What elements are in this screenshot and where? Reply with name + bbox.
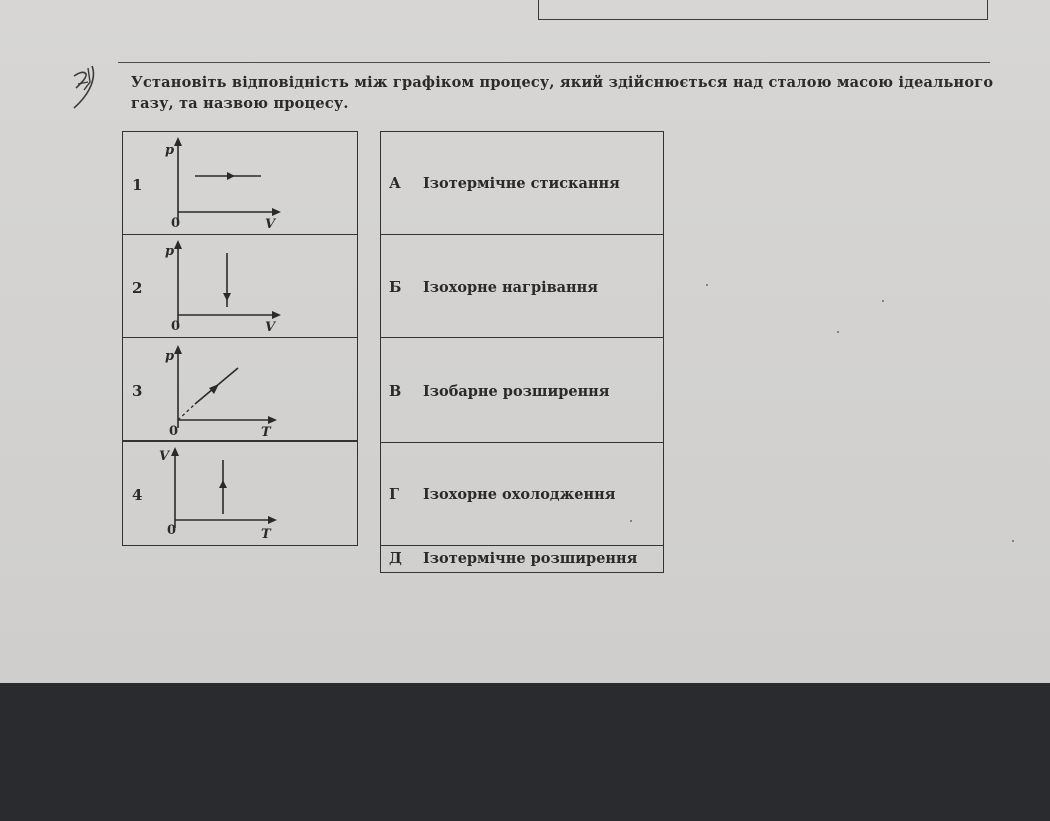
divider-line — [118, 62, 990, 63]
question-text: Установіть відповідність між графіком процесу, який здійснюється над сталою масою ідеального газу, та назвою процесу. — [131, 74, 994, 112]
vt-graph-isobaric-up — [153, 442, 353, 545]
paper-speck — [1012, 540, 1014, 542]
pv-graph-isobaric — [153, 132, 353, 234]
x-axis-label: V — [265, 217, 276, 232]
answer-g — [380, 442, 664, 546]
answer-text: Ізохорне нагрівання — [423, 279, 598, 296]
answer-text: Ізохорне охолодження — [423, 486, 616, 503]
answer-letter: Д — [389, 550, 402, 567]
paper-speck — [706, 284, 708, 286]
answer-d — [380, 545, 664, 573]
answer-text: Ізобарне розширення — [423, 383, 610, 400]
paper-speck — [837, 331, 839, 333]
x-axis-label: T — [261, 527, 271, 542]
graph-number: 2 — [132, 279, 143, 297]
x-axis-label: V — [265, 320, 276, 335]
answer-letter: Г — [389, 486, 400, 503]
x-axis-label: T — [261, 425, 271, 440]
origin-label: 0 — [167, 523, 177, 538]
y-axis-label: V — [159, 449, 170, 464]
graph-number: 3 — [132, 382, 143, 400]
answer-v — [380, 337, 664, 443]
answer-text: Ізотермічне розширення — [423, 550, 638, 567]
origin-label: 0 — [171, 319, 181, 334]
paper-speck — [882, 300, 884, 302]
previous-task-box — [538, 0, 988, 20]
graph-cell-3 — [122, 337, 358, 441]
answer-text: Ізотермічне стискання — [423, 175, 620, 192]
handwritten-task-number — [66, 62, 100, 112]
origin-label: 0 — [171, 216, 181, 231]
pv-graph-isochoric-down — [153, 235, 353, 337]
y-axis-label: p — [165, 244, 175, 259]
graph-cell-2 — [122, 234, 358, 338]
origin-label: 0 — [169, 424, 179, 439]
answer-letter: В — [389, 383, 402, 400]
dark-background — [0, 683, 1050, 821]
answer-b — [380, 234, 664, 338]
graph-cell-1 — [122, 131, 358, 235]
pt-graph-isochoric-line — [153, 338, 353, 440]
answers-table — [380, 131, 664, 573]
graph-number: 4 — [132, 486, 143, 504]
answer-letter: А — [389, 175, 401, 192]
answer-a — [380, 131, 664, 235]
graph-cell-4 — [122, 441, 358, 546]
graph-number: 1 — [132, 176, 143, 194]
paper-speck — [630, 520, 632, 522]
answer-letter: Б — [389, 279, 402, 296]
y-axis-label: p — [165, 349, 175, 364]
y-axis-label: p — [165, 143, 175, 158]
graphs-table — [122, 131, 358, 546]
